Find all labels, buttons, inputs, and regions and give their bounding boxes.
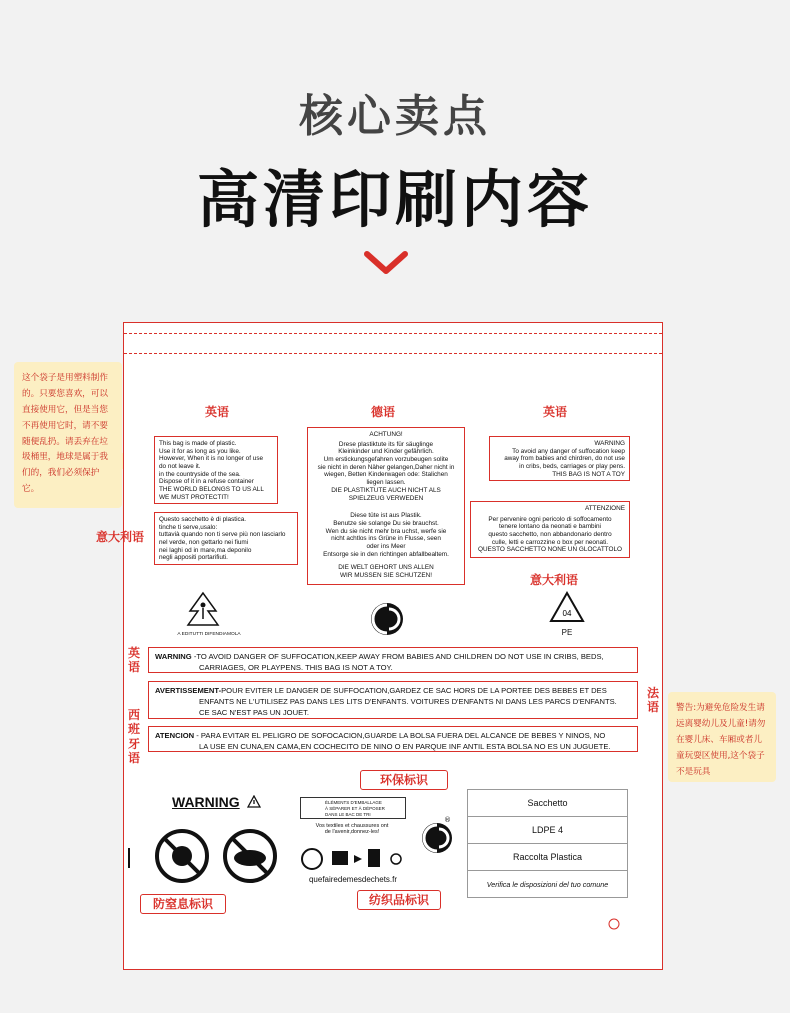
warning-triangle-icon — [247, 795, 261, 808]
material-cell: Sacchetto — [468, 790, 628, 817]
triman-line: DANS LE BAC DE TRI — [325, 811, 371, 817]
recycle-material: PE — [561, 628, 573, 637]
label-spanish-warning: 西班牙语 — [127, 708, 140, 766]
warning-head: WARNING — [155, 652, 192, 661]
green-dot-icon — [420, 821, 454, 855]
triman-line: À SÉPARER ET À DÉPOSER — [325, 805, 385, 811]
text-box-italian-warning — [470, 501, 630, 558]
german-paragraph: Diese tüte ist aus Plastik. Benutze sie solange Du sie brauchst. Wen du sie nicht mehr bra uchst, werfe sie nicht achtlos ins Grüne in Flusse, seen oder ins Meer Entsorge sie in den richtingen abfallbealtem. — [323, 512, 449, 558]
triman-line: ÉLÉMENTS D'EMBALLAGE — [325, 800, 382, 805]
label-italian: 意大利语 — [95, 530, 144, 544]
warning-spanish — [148, 726, 638, 752]
label-french-warning: 法语 — [646, 686, 659, 715]
textile-note-line: Vos textiles et chaussures ont — [315, 823, 389, 829]
warning-line: CE SAC N'EST PAS UN JOUET. — [199, 708, 310, 717]
text-box-english-warning: WARNING To avoid any danger of suffocation keep away from babies and chirdren, do not use in cribs, beds, carriages or play pens. THIS BAG IS NOT A TOY — [489, 436, 630, 481]
warning-line: CARRIAGES, OR PLAYPENS. THIS BAG IS NOT A TOY. — [199, 663, 393, 672]
registered-mark: ® — [444, 816, 451, 824]
warning-line: LA USE EN CUNA,EN CAMA,EN COCHECITO DE NINO O EN PARQUE INF ANTIL ESTA BOLSA NO ES UN JUGUETE. — [199, 742, 611, 751]
section-kicker: 核心卖点 — [299, 91, 491, 142]
tidyman-icon — [186, 591, 220, 631]
recycle-icon — [549, 591, 585, 625]
textile-note-line: de l'avenir,donnez-les! — [324, 829, 380, 835]
warning-line: ENFANTS NE L'UTILISEZ PAS DANS LES LITS D'ENFANTS. VOITURES D'ENFANTS NI DANS LES PARCS D'ENFANTS. — [199, 697, 617, 706]
warning-english — [148, 647, 638, 673]
recycle-number: 04 — [562, 609, 572, 618]
tag-eco-label: 环保标识 — [360, 770, 448, 790]
print-sheet — [123, 322, 663, 970]
section-title: 高清印刷内容 — [196, 163, 593, 236]
label-italian: 意大利语 — [529, 573, 578, 587]
label-english: 英语 — [542, 405, 567, 419]
warning-title: WARNING — [172, 794, 240, 810]
website-text: quefairedemesdechets.fr — [308, 875, 398, 884]
note-right: 警告:为避免危险发生请远离婴幼儿及儿童!请勿在婴儿床、车厢或者儿童玩耍区使用,这个袋子不是玩具 — [668, 692, 776, 782]
warning-head: AVERTISSEMENT- — [155, 686, 222, 695]
german-paragraph: DIE WELT GEHORT UNS ALLEN WIR MUSSEN SIE SCHUTZEN! — [338, 564, 434, 579]
text-box-english: This bag is made of plastic. Use it for as long as you like. However, When it is no longer of use do not leave it. in the countryside of the sea. Dispose of it in a refuse container THE WORLD BELONGS TO US ALL WE MUST PROTECTIT! — [154, 436, 278, 504]
german-paragraph: Drese plastiktute its für säuglinge Kleinkinder und Kinder gefährlich. Um erstickungsgefahren vorzubeugen solite sie nicht in deren Näher gelangen,Daher nicht in wiegen, Betten Kinderwagen ode: Stalichen liegen lassen. DIE PLASTIKTUTE AUCH NICHT ALS SPIELZEUG VERWEDEN — [317, 440, 455, 502]
warning-french — [148, 681, 638, 719]
german-heading: ACHTUNG! — [369, 431, 403, 438]
text-box-italian: Questo sacchetto è di plastica. tinche ti serve,usalo: tuttavià quando non ti serve più non lasciarlo nel verde, non gettarlo nei fiumi nei laghi od in mare,ma deponilo negli appositi portarifiuti. — [154, 512, 298, 565]
material-cell: LDPE 4 — [468, 817, 628, 844]
tidyman-caption: A EDITUTTI DIFENDIAMOLA — [177, 632, 241, 637]
warning-head: ATENCION — [155, 731, 195, 740]
chevron-down-icon — [363, 250, 409, 276]
text-box-german — [307, 427, 465, 585]
textile-sort-icon — [300, 845, 406, 873]
tag-suffocation-label: 防窒息标识 — [140, 894, 226, 914]
no-suffocation-icon — [154, 828, 210, 884]
material-table — [467, 789, 628, 898]
italian-paragraph: Per pervenire ogni pericolo di soffocamento tenere lontano da neonati e bambini questo sacchetto, non abbandonario dentro culle, letti e carrozzine o box per neonati. QUESTO SACCHETTO NONE UN GLOCATTOLO — [477, 515, 623, 554]
italian-heading: ATTENZIONE — [584, 505, 625, 512]
note-left: 这个袋子是用塑料制作的。只要您喜欢，可以直接使用它，但是当您不再使用它时，请不要随便乱扔。请丢弃在垃圾桶里，地球是属于我们的，我们必须保护它。 — [14, 362, 122, 508]
dashed-line — [124, 333, 662, 334]
label-german: 德语 — [370, 405, 395, 419]
material-cell: Verifica le disposizioni del tuo comune — [468, 871, 628, 898]
material-cell: Raccolta Plastica — [468, 844, 628, 871]
warning-line: - PARA EVITAR EL PELIGRO DE SOFOCACION,GUARDE LA BOLSA FUERA DEL ALCANCE DE BEBES Y NINOS, NO — [194, 731, 606, 740]
warning-line: POUR EVITER LE DANGER DE SUFFOCATION,GARDEZ CE SAC HORS DE LA PORTEE DES BEBES ET DES — [221, 686, 607, 695]
dashed-line — [124, 353, 662, 354]
triman-badge — [300, 797, 406, 819]
cut-mark — [128, 848, 130, 868]
green-dot-icon — [367, 593, 407, 637]
textile-note — [304, 823, 400, 835]
no-crib-icon — [222, 828, 278, 884]
label-english-warning: 英语 — [127, 646, 140, 675]
tag-textile-label: 纺织品标识 — [357, 890, 441, 910]
label-english: 英语 — [204, 405, 229, 419]
warning-line: -TO AVOID DANGER OF SUFFOCATION,KEEP AWAY FROM BABIES AND CHILDREN DO NOT USE IN CRIBS, BEDS, — [191, 652, 604, 661]
register-circle — [608, 918, 620, 930]
